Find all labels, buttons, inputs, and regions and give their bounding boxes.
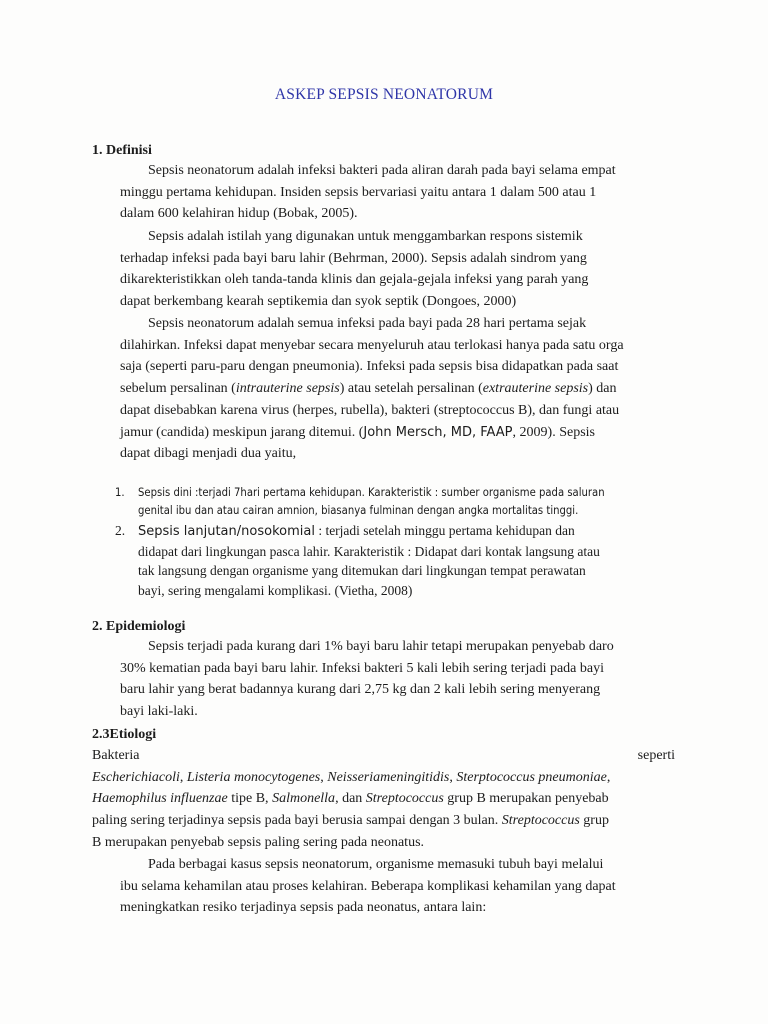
text-line [92,767,675,789]
paragraph-etiologi [92,745,675,854]
italic-term: Salmonella [272,791,336,807]
text-segment: , dan [335,791,366,807]
italic-term: Streptococcus [501,813,580,829]
paragraph-epidemiologi [120,636,675,723]
text-line: genital ibu dan atau cairan amnion, biasanya fulminan dengan angka mortalitas tinggi. [138,504,579,517]
text-segment: grup B merupakan penyebab [443,791,609,807]
text-line: meningkatkan resiko terjadinya sepsis pada neonatus, antara lain: [120,900,487,916]
italic-term: Haemophilus influenzae [92,791,228,807]
italic-term: extrauterine sepsis [482,381,589,397]
text-line [115,521,675,542]
heading-etiologi: 2.3Etiologi [92,727,157,742]
text-line: B merupakan penyebab sepsis paling sering pada neonatus. [92,834,425,850]
text-segment: ) atau setelah persalinan ( [339,381,483,397]
text-line: minggu pertama kehidupan. Insiden sepsis bervariasi yaitu antara 1 dalam 500 atau 1 [120,184,597,200]
text-segment: tipe B, [227,791,273,807]
text-line: Sepsis adalah istilah yang digunakan untuk menggambarkan respons sistemik [148,229,583,244]
paragraph-definisi-2 [120,226,675,313]
text-line [92,745,675,767]
list-term: Sepsis lanjutan/nosokomial [138,524,315,539]
text-segment: grup [579,813,609,829]
text-line: Pada berbagai kasus sepsis neonatorum, organisme memasuki tubuh bayi melalui [148,857,604,872]
text-segment: seperti [637,748,675,763]
text-line: ibu selama kehamilan atau proses kelahiran. Beberapa komplikasi kehamilan yang dapat [120,878,616,894]
text-line: 30% kematian pada bayi baru lahir. Infeksi bakteri 5 kali lebih sering terjadi pada bayi [120,660,604,676]
list-item-sepsis-dini [115,484,675,520]
text-segment: Bakteria [92,748,140,763]
text-line: dapat berkembang kearah septikemia dan syok septik (Dongoes, 2000) [120,294,517,310]
text-line: bayi, sering mengalami komplikasi. (Vietha, 2008) [138,582,413,598]
text-line: Sepsis dini :terjadi 7hari pertama kehidupan. Karakteristik : sumber organisme pada saluran [138,486,605,499]
text-segment: paling sering terjadinya sepsis pada bayi berusia sampai dengan 3 bulan. [92,813,502,829]
italic-term: Neisseriameningitidis [327,769,450,785]
heading-definisi: 1. Definisi [92,143,152,158]
list-item-sepsis-lanjutan [115,521,675,600]
text-segment: jamur (candida) meskipun jarang ditemui. ( [120,424,364,440]
text-line [120,422,675,444]
italic-term: intrauterine sepsis [235,381,340,397]
text-line: saja (seperti paru-paru dengan pneumonia). Infeksi pada sepsis bisa didapatkan pada saat [120,359,619,375]
paragraph-definisi-3 [120,313,675,465]
text-line [120,378,675,400]
italic-term: Listeria monocytogenes [186,769,321,785]
paragraph-etiologi-2 [120,854,675,919]
text-line: Sepsis neonatorum adalah semua infeksi pada bayi pada 28 hari pertama sejak [148,316,587,331]
text-segment: : terjadi setelah minggu pertama kehidupan dan [314,523,575,538]
text-line: tak langsung dengan organisme yang ditemukan dari lingkungan tempat perawatan [138,563,586,578]
text-segment: , [449,769,457,785]
text-line: dapat dibagi menjadi dua yaitu, [120,446,297,462]
italic-term: Escherichiacoli [92,769,180,785]
text-line: dikarekteristikkan oleh tanda-tanda klinis dan gejala-gejala infeksi yang parah yang [120,272,589,288]
text-line: bayi laki-laki. [120,704,198,720]
text-line: didapat dari lingkungan pasca lahir. Karakteristik : Didapat dari kontak langsung atau [138,543,600,559]
text-line: baru lahir yang berat badannya kurang dari 2,75 kg dan 2 kali lebih sering menyerang [120,682,601,698]
text-segment: , 2009). Sepsis [512,424,595,440]
text-line: terhadap infeksi pada bayi baru lahir (Behrman, 2000). Sepsis adalah sindrom yang [120,250,587,266]
author-reference: John Mersch, MD, FAAP [363,424,513,440]
text-line: Sepsis neonatorum adalah infeksi bakteri pada aliran darah pada bayi selama empat [148,163,616,178]
italic-term: Sterptococcus pneumoniae [456,769,607,785]
text-segment: sebelum persalinan ( [120,381,236,397]
heading-epidemiologi: 2. Epidemiologi [92,619,186,634]
text-segment: , [320,769,328,785]
text-line [92,788,675,810]
italic-term: Streptococcus [365,791,444,807]
page-title: ASKEP SEPSIS NEONATORUM [274,86,494,103]
text-line: dapat disebabkan karena virus (herpes, rubella), bakteri (streptococcus B), dan fungi atau [120,402,620,418]
paragraph-definisi-1 [120,160,675,225]
text-line: dalam 600 kelahiran hidup (Bobak, 2005). [120,206,358,222]
list-number: 1. [115,486,125,499]
text-line [92,810,675,832]
text-segment: , [606,769,611,785]
text-segment: , [179,769,187,785]
list-number: 2. [115,523,126,538]
text-line: dilahirkan. Infeksi dapat menyebar secara menyeluruh atau terlokasi hanya pada satu orga [120,337,624,353]
text-segment: ) dan [588,381,617,397]
text-line: Sepsis terjadi pada kurang dari 1% bayi baru lahir tetapi merupakan penyebab daro [148,639,614,654]
